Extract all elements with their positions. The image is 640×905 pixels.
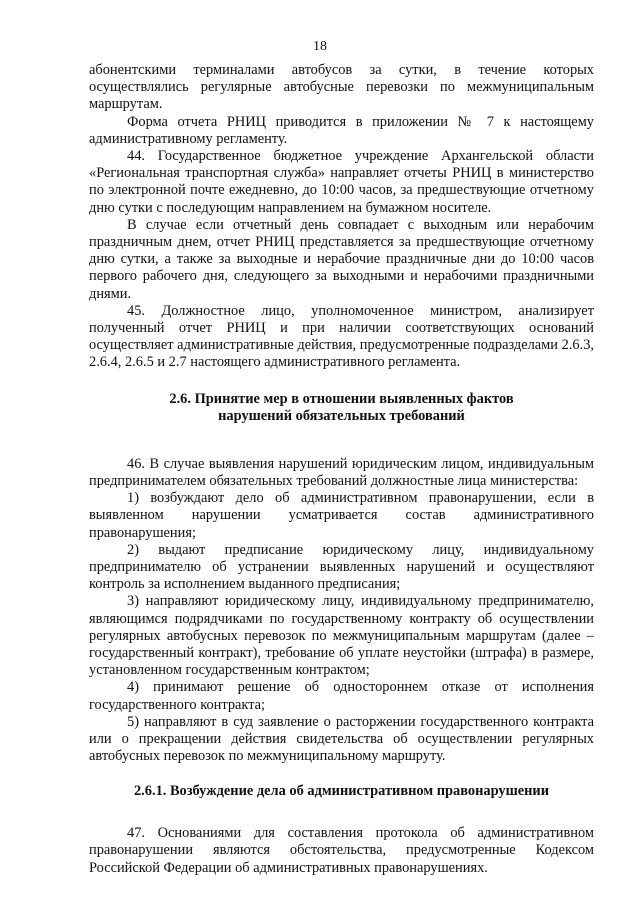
paragraph-46: 46. В случае выявления нарушений юридическим лицом, индивидуальным предпринимателем обязательных требований должностные лица министерства: [89, 455, 594, 490]
list-item: 4) принимают решение об одностороннем отказе от исполнения государственного контракта; [89, 679, 594, 713]
paragraph-45: 45. Должностное лицо, уполномоченное министром, анализирует полученный отчет РНИЦ и при наличии соответствующих оснований осуществляет административные действия, предусмотренные подразделами 2.6.3, 2.6.4, 2.6.5 и 2.7 настоящего административного регламента. [89, 302, 594, 371]
paragraph-44: 44. Государственное бюджетное учреждение Архангельской области «Региональная транспортная служба» направляет отчеты РНИЦ в министерство по электронной почте ежедневно, до 10:00 часов, за предшествующие отчетному дню сутки с последующим направлением на бумажном носителе. [89, 148, 594, 216]
paragraph-47: 47. Основаниями для составления протокола об административном правонарушении являются обстоятельства, предусмотренные Кодексом Российской Федерации об административных правонарушениях. [89, 825, 594, 876]
page-number: 18 [313, 39, 327, 54]
list-item: 5) направляют в суд заявление о расторжении государственного контракта или о прекращении действия свидетельства об осуществлении регулярных автобусных перевозок по межмуниципальному маршруту. [89, 713, 594, 765]
document-body [89, 62, 594, 877]
paragraph: В случае если отчетный день совпадает с выходным или нерабочим праздничным днем, отчет РНИЦ представляется за предшествующие отчетному дню сутки, а также за выходные и нерабочие праздничные дни до 10:00 часов первого рабочего дня, следующего за выходными и нерабочими праздничными днями. [89, 216, 594, 302]
section-heading-line: 2.6. Принятие мер в отношении выявленных фактов [169, 390, 514, 407]
list-item: 1) возбуждают дело об административном правонарушении, если в выявленном нарушении усматривается состав административного правонарушения; [89, 490, 594, 541]
list-item: 3) направляют юридическому лицу, индивидуальному предпринимателю, являющимся подрядчиками по государственному контракту об осуществлении регулярных автобусных перевозок по межмуниципальным маршрутам (далее – государственный контракт), требование об уплате неустойки (штрафа) в размере, установленном государственным контрактом; [89, 593, 594, 679]
list-item: 2) выдают предписание юридическому лицу, индивидуальному предпринимателю об устранении выявленных нарушений и осуществляют контроль за исполнением выданного предписания; [89, 541, 594, 593]
section-heading-2-6 [89, 391, 594, 426]
section-heading-line: нарушений обязательных требований [218, 408, 465, 425]
paragraph: Форма отчета РНИЦ приводится в приложении № 7 к настоящему административному регламенту. [89, 113, 594, 147]
paragraph-continuation: абонентскими терминалами автобусов за сутки, в течение которых осуществлялись регулярные автобусные перевозки по межмуниципальным маршрутам. [89, 62, 594, 113]
section-heading-2-6-1: 2.6.1. Возбуждение дела об административном правонарушении [133, 782, 549, 799]
